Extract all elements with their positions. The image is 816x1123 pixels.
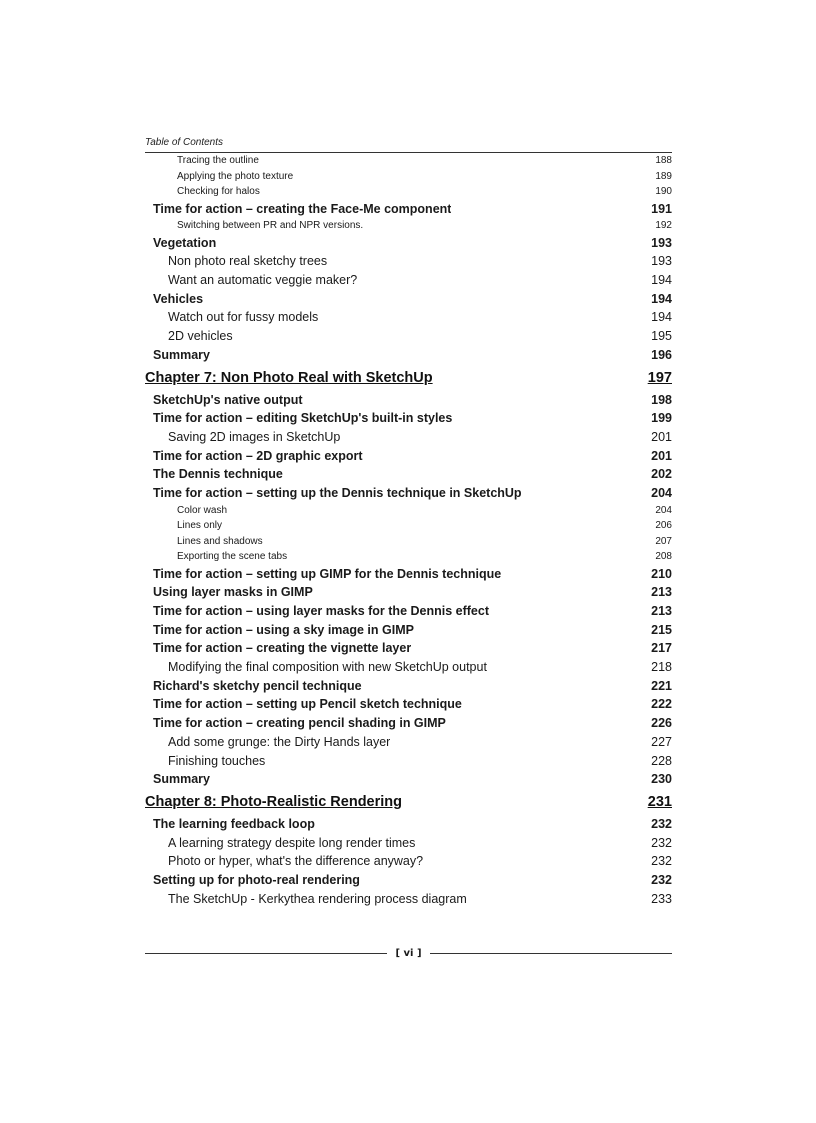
toc-entry-page: 232 <box>651 872 672 887</box>
page-footer <box>145 944 672 962</box>
toc-entry-title: Want an automatic veggie maker? <box>168 273 358 288</box>
footer-rule-right <box>430 953 672 954</box>
toc-entry-title: Chapter 8: Photo-Realistic Rendering <box>145 793 403 810</box>
toc-entry-title: 2D vehicles <box>168 329 233 344</box>
toc-entry-page: 232 <box>651 816 672 831</box>
toc-entry-page: 202 <box>651 467 672 482</box>
toc-entry-title: Time for action – using layer masks for the Dennis effect <box>153 604 489 618</box>
toc-entry <box>145 752 672 771</box>
toc-entry-title: Richard's sketchy pencil technique <box>153 678 362 693</box>
toc-entry-page: 222 <box>651 697 672 712</box>
toc-entry-page: 210 <box>651 566 672 581</box>
toc-entry-title: Time for action – setting up GIMP for the Dennis technique <box>153 566 502 581</box>
toc-entry-title: SketchUp's native output <box>153 392 303 407</box>
toc-entry <box>145 200 672 219</box>
toc-entry <box>145 871 672 890</box>
toc-entry <box>145 327 672 346</box>
toc-entry-page: 190 <box>655 186 672 197</box>
toc-entry <box>145 447 672 466</box>
toc-entry-title: Time for action – setting up the Dennis technique in SketchUp <box>153 485 522 500</box>
toc-entry-page: 233 <box>651 891 672 906</box>
toc-entry-title: Time for action – creating the Face-Me component <box>153 201 452 216</box>
toc-entry-page: 197 <box>647 369 672 386</box>
toc-entry-title: Applying the photo texture <box>177 170 294 182</box>
toc-entry <box>145 184 672 200</box>
toc-entry-page: 201 <box>651 448 672 463</box>
toc-entry <box>145 549 672 565</box>
toc-entry <box>145 346 672 365</box>
toc-entry-title: Time for action – setting up Pencil sketch technique <box>153 697 462 712</box>
toc-entry <box>145 428 672 447</box>
toc-entry-title: Time for action – creating pencil shading in GIMP <box>153 716 446 731</box>
toc-entry-title: Non photo real sketchy trees <box>168 254 328 269</box>
toc-entry <box>145 677 672 696</box>
toc-entry <box>145 218 672 234</box>
toc-entry-title: Tracing the outline <box>177 155 259 166</box>
toc-entry-title: Time for action – using a sky image in GIMP <box>153 622 414 637</box>
toc-entry <box>145 695 672 714</box>
toc-entry-page: 232 <box>651 835 672 850</box>
toc-entry-title: Vegetation <box>153 235 217 250</box>
toc-entry <box>145 271 672 290</box>
toc-entry <box>145 583 672 602</box>
toc-entry-page: 232 <box>651 854 672 869</box>
toc-entry-title: Chapter 7: Non Photo Real with SketchUp <box>145 369 433 386</box>
toc-entry-page: 218 <box>651 660 672 675</box>
toc-entry-page: 194 <box>651 291 672 306</box>
toc-entry-title: Time for action – 2D graphic export <box>153 448 363 463</box>
toc-entry-page: 196 <box>651 347 672 362</box>
running-header: Table of Contents <box>145 136 672 153</box>
toc-entry <box>145 484 672 503</box>
toc-entry <box>145 733 672 752</box>
toc-entry <box>145 621 672 640</box>
toc-entry-page: 191 <box>651 201 672 216</box>
toc-chapter-entry <box>145 789 672 815</box>
toc-entry-page: 213 <box>651 604 672 618</box>
toc-list <box>145 153 672 908</box>
toc-entry-title: Color wash <box>177 504 228 516</box>
toc-entry <box>145 890 672 909</box>
toc-entry <box>145 518 672 534</box>
page-number: [ vi ] <box>395 947 422 959</box>
toc-entry-title: Exporting the scene tabs <box>177 551 288 563</box>
toc-entry-title: Using layer masks in GIMP <box>153 585 313 600</box>
toc-entry-title: Lines and shadows <box>177 535 263 547</box>
toc-entry <box>145 565 672 584</box>
toc-entry-page: 207 <box>655 535 672 547</box>
toc-entry <box>145 169 672 185</box>
toc-entry-title: Saving 2D images in SketchUp <box>168 429 341 444</box>
toc-entry-page: 188 <box>655 155 672 166</box>
toc-entry <box>145 391 672 410</box>
toc-entry <box>145 834 672 853</box>
toc-entry <box>145 602 672 621</box>
toc-entry-page: 193 <box>651 254 672 269</box>
toc-entry-page: 204 <box>655 504 672 516</box>
toc-entry-title: Summary <box>153 772 210 787</box>
toc-entry-title: A learning strategy despite long render times <box>168 835 416 850</box>
toc-entry-title: Vehicles <box>153 291 204 306</box>
toc-entry <box>145 770 672 789</box>
toc-entry-title: Setting up for photo-real rendering <box>153 872 360 887</box>
toc-entry <box>145 639 672 658</box>
toc-entry-title: Lines only <box>177 520 223 532</box>
toc-entry-page: 228 <box>651 753 672 768</box>
toc-entry-page: 227 <box>651 734 672 749</box>
toc-entry-page: 213 <box>651 585 672 600</box>
toc-entry-page: 194 <box>651 310 672 325</box>
toc-entry <box>145 815 672 834</box>
toc-entry <box>145 153 672 169</box>
toc-page <box>145 136 672 908</box>
toc-entry-page: 193 <box>651 235 672 250</box>
toc-entry-page: 201 <box>651 429 672 444</box>
toc-entry-title: Finishing touches <box>168 753 266 768</box>
toc-entry-page: 231 <box>647 793 672 810</box>
toc-entry-title: Watch out for fussy models <box>168 310 319 325</box>
toc-entry-title: Modifying the final composition with new SketchUp output <box>168 660 487 675</box>
toc-entry <box>145 852 672 871</box>
toc-entry <box>145 503 672 519</box>
toc-entry-page: 221 <box>651 678 672 693</box>
toc-entry-page: 195 <box>651 329 672 344</box>
toc-entry-page: 204 <box>651 485 672 500</box>
toc-entry-title: The SketchUp - Kerkythea rendering process diagram <box>168 891 467 906</box>
toc-entry-page: 230 <box>651 772 672 787</box>
toc-entry <box>145 308 672 327</box>
toc-entry <box>145 290 672 309</box>
toc-entry <box>145 252 672 271</box>
toc-entry-title: The Dennis technique <box>153 467 283 482</box>
toc-entry-page: 206 <box>655 520 672 532</box>
toc-entry-title: Photo or hyper, what's the difference anyway? <box>168 854 424 869</box>
toc-entry-page: 215 <box>651 622 672 637</box>
toc-entry-page: 199 <box>651 411 672 426</box>
toc-entry-title: Summary <box>153 347 210 362</box>
toc-entry-page: 194 <box>651 273 672 288</box>
toc-entry-title: Time for action – editing SketchUp's built-in styles <box>153 411 453 426</box>
toc-entry-page: 192 <box>655 220 672 232</box>
toc-entry <box>145 234 672 253</box>
toc-entry <box>145 658 672 677</box>
toc-entry-page: 189 <box>655 170 672 182</box>
toc-chapter-entry <box>145 365 672 391</box>
toc-entry <box>145 714 672 733</box>
footer-rule-left <box>145 953 387 954</box>
toc-entry-page: 226 <box>651 716 672 731</box>
toc-entry-page: 198 <box>651 392 672 407</box>
toc-entry <box>145 409 672 428</box>
toc-entry-title: The learning feedback loop <box>153 816 315 831</box>
toc-entry-title: Checking for halos <box>177 186 260 197</box>
toc-entry-page: 208 <box>655 551 672 563</box>
toc-entry-page: 217 <box>651 641 672 656</box>
toc-entry <box>145 465 672 484</box>
toc-entry-title: Switching between PR and NPR versions. <box>177 220 364 232</box>
toc-entry-title: Add some grunge: the Dirty Hands layer <box>168 734 391 749</box>
toc-entry-title: Time for action – creating the vignette layer <box>153 641 412 656</box>
toc-entry <box>145 534 672 550</box>
